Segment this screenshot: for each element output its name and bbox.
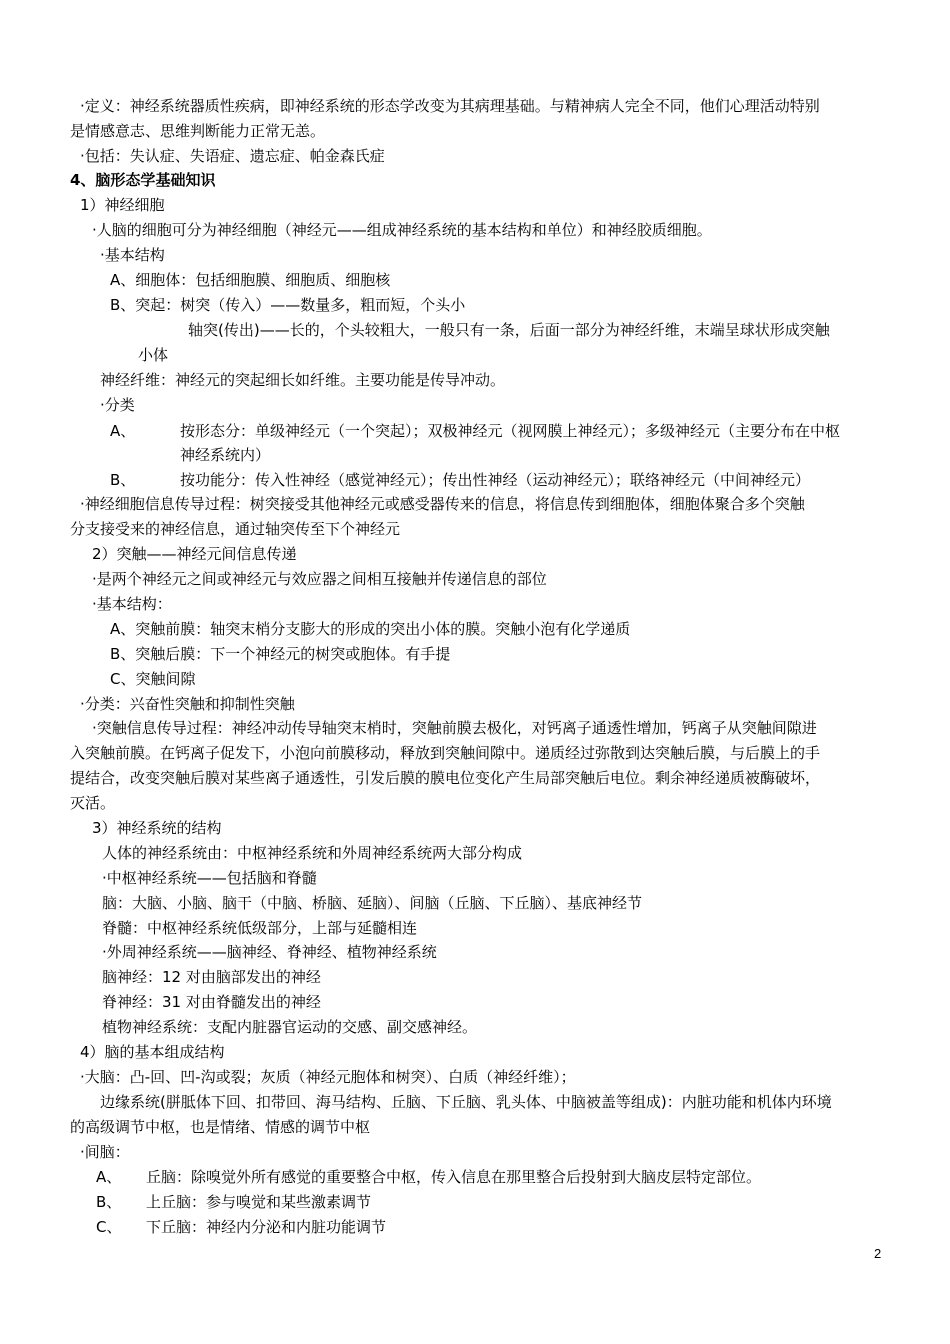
text-line: 脊髓：中枢神经系统低级部分，上部与延髓相连 — [102, 919, 418, 937]
text-line: ·是两个神经元之间或神经元与效应器之间相互接触并传递信息的部位 — [92, 570, 547, 588]
text-line: 边缘系统(胼胝体下回、扣带回、海马结构、丘脑、下丘脑、乳头体、中脑被盖等组成)：内脏功能和机体内环境 — [100, 1093, 832, 1111]
text-line: B、突触后膜：下一个神经元的树突或胞体。有手提 — [110, 645, 451, 663]
text-line: C、突触间隙 — [110, 670, 196, 688]
text-line: ·分类：兴奋性突触和抑制性突触 — [80, 695, 295, 713]
list-marker: B、 — [96, 1193, 122, 1211]
text-line: 脊神经：31 对由脊髓发出的神经 — [102, 993, 321, 1011]
text-line: ·分类 — [100, 396, 135, 414]
text-line: B、突起：树突（传入）——数量多，粗而短，个头小 — [110, 296, 466, 314]
text-line: 上丘脑：参与嗅觉和某些激素调节 — [146, 1193, 372, 1211]
text-line: ·定义：神经系统器质性疾病，即神经系统的形态学改变为其病理基础。与精神病人完全不同，他们心理活动特别 — [80, 97, 820, 115]
list-marker: A、 — [96, 1168, 122, 1186]
text-line: A、突触前膜：轴突末梢分支膨大的形成的突出小体的膜。突触小泡有化学递质 — [110, 620, 631, 638]
text-line: ·大脑：凸-回、凹-沟或裂；灰质（神经元胞体和树突）、白质（神经纤维）； — [80, 1068, 576, 1086]
text-line: 人体的神经系统由：中枢神经系统和外周神经系统两大部分构成 — [102, 844, 523, 862]
text-line: ·中枢神经系统——包括脑和脊髓 — [102, 869, 317, 887]
text-line: A、细胞体：包括细胞膜、细胞质、细胞核 — [110, 271, 391, 289]
text-line: ·基本结构： — [92, 595, 172, 613]
text-line: 下丘脑：神经内分泌和内脏功能调节 — [146, 1218, 387, 1236]
text-line: ·人脑的细胞可分为神经细胞（神经元——组成神经系统的基本结构和单位）和神经胶质细胞。 — [92, 221, 712, 239]
text-line: ·神经细胞信息传导过程：树突接受其他神经元或感受器传来的信息，将信息传到细胞体，细胞体聚合多个突触 — [80, 495, 805, 513]
text-line: ·间脑： — [80, 1143, 130, 1161]
text-line: 按功能分：传入性神经（感觉神经元）；传出性神经（运动神经元）；联络神经元（中间神经元） — [180, 471, 811, 489]
text-line: 神经纤维：神经元的突起细长如纤维。主要功能是传导冲动。 — [100, 371, 506, 389]
text-line: 的高级调节中枢，也是情绪、情感的调节中枢 — [70, 1118, 371, 1136]
text-line: 小体 — [138, 346, 169, 364]
subsection-heading: 4）脑的基本组成结构 — [80, 1043, 225, 1061]
list-marker: A、 — [110, 422, 136, 440]
text-line: 提结合，改变突触后膜对某些离子通透性，引发后膜的膜电位变化产生局部突触后电位。剩余神经递质被酶破坏， — [70, 769, 821, 787]
text-line: ·包括：失认症、失语症、遗忘症、帕金森氏症 — [80, 147, 385, 165]
list-marker: B、 — [110, 471, 136, 489]
text-line: 轴突(传出)——长的，个头较粗大，一般只有一条，后面一部分为神经纤维，末端呈球状形成突触 — [188, 321, 830, 339]
text-line: 是情感意志、思维判断能力正常无恙。 — [70, 122, 326, 140]
text-line: 入突触前膜。在钙离子促发下，小泡向前膜移动，释放到突触间隙中。递质经过弥散到达突触后膜，与后膜上的手 — [70, 744, 821, 762]
text-line: ·外周神经系统——脑神经、脊神经、植物神经系统 — [102, 943, 437, 961]
section-heading: 4、脑形态学基础知识 — [70, 171, 216, 189]
subsection-heading: 2）突触——神经元间信息传递 — [92, 545, 297, 563]
text-line: 脑：大脑、小脑、脑干（中脑、桥脑、延脑）、间脑（丘脑、下丘脑）、基底神经节 — [102, 894, 643, 912]
text-line: ·基本结构 — [100, 246, 165, 264]
text-line: 灭活。 — [70, 794, 116, 812]
text-line: 丘脑：除嗅觉外所有感觉的重要整合中枢，传入信息在那里整合后投射到大脑皮层特定部位。 — [146, 1168, 762, 1186]
subsection-heading: 3）神经系统的结构 — [92, 819, 222, 837]
text-line: 脑神经：12 对由脑部发出的神经 — [102, 968, 321, 986]
subsection-heading: 1）神经细胞 — [80, 196, 165, 214]
page-number: 2 — [874, 1246, 882, 1261]
text-line: 按形态分：单级神经元（一个突起）；双极神经元（视网膜上神经元）；多级神经元（主要分布在中枢 — [180, 422, 841, 440]
text-line: 植物神经系统：支配内脏器官运动的交感、副交感神经。 — [102, 1018, 478, 1036]
text-line: 神经系统内） — [180, 446, 271, 464]
text-line: ·突触信息传导过程：神经冲动传导轴突末梢时，突触前膜去极化，对钙离子通透性增加，钙离子从突触间隙进 — [92, 719, 817, 737]
list-marker: C、 — [96, 1218, 122, 1236]
text-line: 分支接受来的神经信息，通过轴突传至下个神经元 — [70, 520, 401, 538]
